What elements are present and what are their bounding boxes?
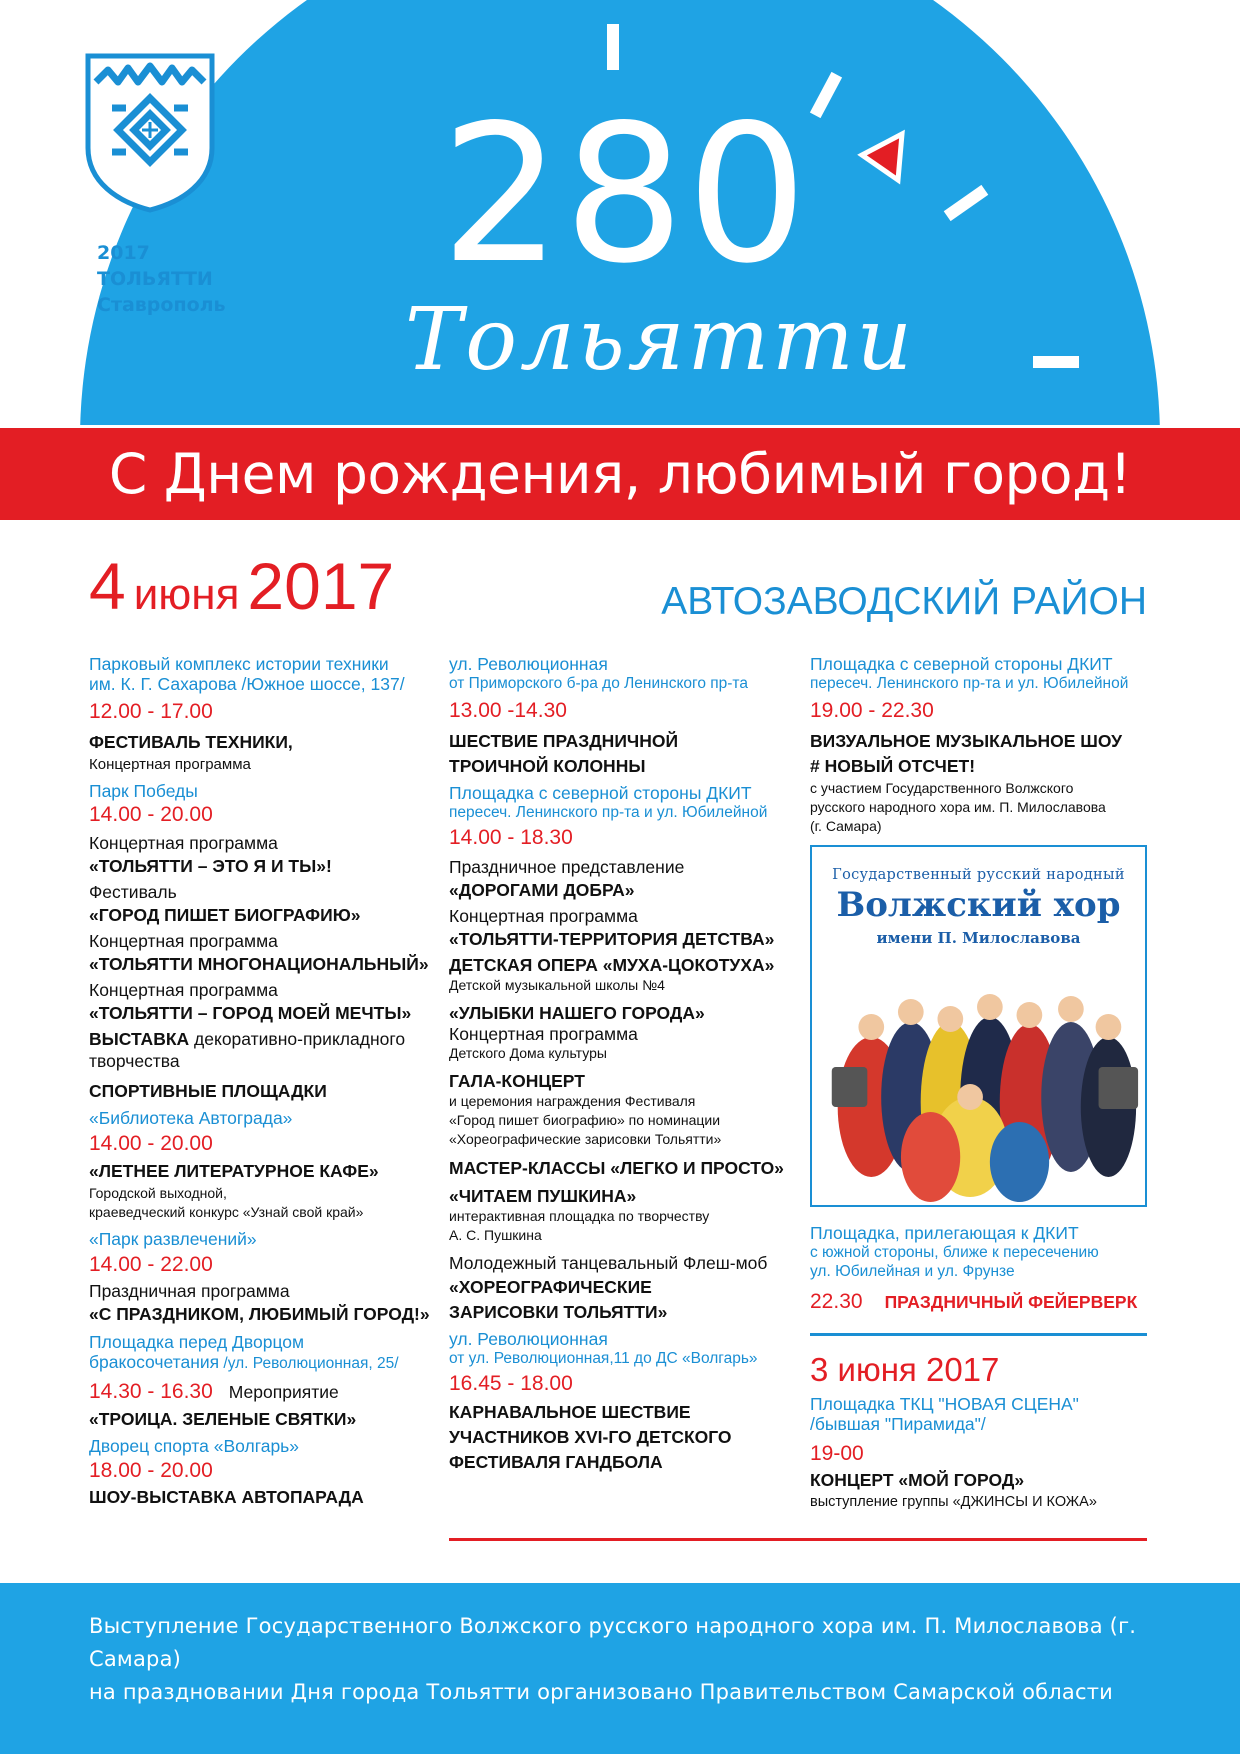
venue-name: Парковый комплекс истории техники [89,654,389,674]
event-desc: и церемония награждения Фестиваля [449,1093,696,1109]
event-desc: Детской музыкальной школы №4 [449,977,665,993]
anniversary-number: 280 [440,84,810,305]
event-desc: Городской выходной, [89,1185,227,1201]
event-time: 14.00 - 20.00 [89,803,213,826]
venue-name: Дворец спорта «Волгарь» [89,1435,300,1456]
event-time: 22.30 [810,1290,863,1313]
event-title: «ХОРЕОГРАФИЧЕСКИЕ [449,1277,652,1297]
event-title: ЗАРИСОВКИ ТОЛЬЯТТИ» [449,1302,668,1322]
schedule-second-day [810,1340,1150,1512]
event-label: Концертная программа [89,980,278,1000]
event-label: Концертная программа [449,906,638,926]
event-label: Концертная программа [89,931,278,951]
event-desc: «Хореографические зарисовки Тольятти» [449,1131,722,1147]
event-desc: русского народного хора им. П. Милославова [810,799,1106,815]
venue-address: от Приморского б-ра до Ленинского пр-та [449,675,748,692]
event-desc: (г. Самара) [810,818,882,834]
venue-address: бракосочетания /ул. Революционная, 25/ [89,1352,399,1372]
event-title: КОНЦЕРТ «МОЙ ГОРОД» [810,1470,1025,1490]
event-time: 14.00 - 18.30 [449,826,573,849]
venue-address: пересеч. Ленинского пр-та и ул. Юбилейной [810,675,1129,692]
choir-title-line3: имени П. Милославова [876,929,1081,947]
event-desc: декоративно-прикладного творчества [89,1029,406,1071]
event-title: «УЛЫБКИ НАШЕГО ГОРОДА» [449,1003,705,1023]
event-title: «ГОРОД ПИШЕТ БИОГРАФИЮ» [89,905,361,925]
fireworks-row [810,1289,1150,1314]
venue-address: ул. Юбилейная и ул. Фрунзе [810,1263,1015,1280]
event-time: 14.30 - 16.30 [89,1380,213,1404]
venue-address: пересеч. Ленинского пр-та и ул. Юбилейной [449,804,768,821]
event-label: Концертная программа [449,1024,638,1044]
event-title: «ТОЛЬЯТТИ – ЭТО Я И ТЫ»! [89,856,332,876]
event-desc: с участием Государственного Волжского [810,780,1074,796]
event-title: ДЕТСКАЯ ОПЕРА «МУХА-ЦОКОТУХА» [449,955,775,975]
venue-name: Парк Победы [89,781,198,801]
greeting-banner: С Днем рождения, любимый город! [0,428,1240,520]
event-label: Праздничное представление [449,857,685,877]
venue-name: Площадка с северной стороны ДКИТ [449,783,752,803]
event-label: Фестиваль [89,882,177,902]
schedule-column-2 [449,654,799,1475]
event-label: Молодежный танцевальный Флеш-моб [449,1253,768,1273]
event-time: 16.45 - 18.00 [449,1372,573,1395]
venue-address: от ул. Революционная,11 до ДС «Волгарь» [449,1350,758,1367]
event-title: «ЧИТАЕМ ПУШКИНА» [449,1186,637,1206]
event-time: 13.00 -14.30 [449,699,567,722]
event-desc: Концертная программа [89,756,251,773]
event-title: «ЛЕТНЕЕ ЛИТЕРАТУРНОЕ КАФЕ» [89,1161,379,1181]
footer-note [0,1583,1240,1754]
event-desc: Детского Дома культуры [449,1045,607,1061]
event-desc: А. С. Пушкина [449,1227,542,1243]
event-title: УЧАСТНИКОВ XVI-ГО ДЕТСКОГО [449,1427,732,1447]
footer-line-2: на праздновании Дня города Тольятти организовано Правительством Самарской области [89,1680,1114,1704]
event-exhibition [89,1028,439,1072]
venue-address: с южной стороны, ближе к пересечению [810,1244,1099,1261]
header [0,0,1240,425]
event-desc: интерактивная площадка по творчеству [449,1208,710,1224]
event-title: # НОВЫЙ ОТСЧЕТ! [810,756,976,776]
choir-title-line1: Государственный русский народный [832,867,1125,883]
footer-line-1: Выступление Государственного Волжского русского народного хора им. П. Милославова (г. Самара) [89,1614,1137,1671]
schedule-column-1 [89,654,439,1510]
venue-name: ул. Революционная [449,1329,608,1349]
main-date-day: 4 [89,549,126,623]
event-title: СПОРТИВНЫЕ ПЛОЩАДКИ [89,1081,327,1101]
venue-address: /бывшая "Пирамида"/ [810,1414,986,1434]
event-desc: выступление группы «ДЖИНСЫ И КОЖА» [810,1494,1097,1510]
venue-name: Площадка, прилегающая к ДКИТ [810,1223,1079,1243]
event-time: 19.00 - 22.30 [810,699,934,722]
event-title: ШОУ-ВЫСТАВКА АВТОПАРАДА [89,1486,364,1507]
venue-name: Площадка с северной стороны ДКИТ [810,654,1113,674]
logo-year: 2017 [97,242,150,264]
second-date: 3 июня 2017 [810,1351,1000,1388]
main-date [89,548,394,624]
event-title: «ТОЛЬЯТТИ МНОГОНАЦИОНАЛЬНЫЙ» [89,954,429,974]
divider-blue [810,1333,1147,1336]
event-title: ВЫСТАВКА [89,1029,190,1049]
event-title: КАРНАВАЛЬНОЕ ШЕСТВИЕ [449,1402,691,1422]
event-desc: краеведческий конкурс «Узнай свой край» [89,1204,364,1220]
event-title: «С ПРАЗДНИКОМ, ЛЮБИМЫЙ ГОРОД!» [89,1304,430,1324]
venue-address: им. К. Г. Сахарова /Южное шоссе, 137/ [89,674,405,694]
schedule-column-3-lower [810,1223,1150,1314]
event-label: Мероприятие [228,1382,339,1403]
schedule-column-3 [810,654,1150,836]
event-desc: «Город пишет биографию» по номинации [449,1112,721,1128]
choir-group-photo [812,957,1145,1207]
event-title: ФЕСТИВАЛЯ ГАНДБОЛА [449,1452,663,1472]
event-time: 14.00 - 20.00 [89,1132,213,1155]
event-title: «ТОЛЬЯТТИ-ТЕРРИТОРИЯ ДЕТСТВА» [449,929,775,949]
event-title: ШЕСТВИЕ ПРАЗДНИЧНОЙ [449,731,679,751]
choir-title-line2: Волжский хор [836,885,1121,925]
event-title: «ДОРОГАМИ ДОБРА» [449,880,635,900]
event-label: Праздничная программа [89,1281,290,1301]
event-title: ФЕСТИВАЛЬ ТЕХНИКИ, [89,732,293,752]
venue-name: ул. Революционная [449,654,608,674]
event-title: ГАЛА-КОНЦЕРТ [449,1071,585,1091]
venue-name: Площадка ТКЦ "НОВАЯ СЦЕНА" [810,1394,1079,1414]
event-time: 18.00 - 20.00 [89,1458,213,1482]
district-title: АВТОЗАВОДСКИЙ РАЙОН [661,580,1147,623]
divider-red [449,1538,1147,1541]
event-time-row [89,1379,439,1404]
event-time: 19-00 [810,1442,864,1465]
event-title: ТРОИЧНОЙ КОЛОННЫ [449,756,646,776]
event-title: «ТОЛЬЯТТИ – ГОРОД МОЕЙ МЕЧТЫ» [89,1003,412,1023]
event-title: ПРАЗДНИЧНЫЙ ФЕЙЕРВЕРК [884,1292,1138,1312]
venue-name: «Парк развлечений» [89,1229,257,1249]
event-title: МАСТЕР-КЛАССЫ «ЛЕГКО И ПРОСТО» [449,1158,784,1178]
venue-name: «Библиотека Автограда» [89,1108,293,1128]
logo-city-old: Ставрополь [97,294,226,316]
main-date-year: 2017 [247,549,395,623]
logo-city: ТОЛЬЯТТИ [97,268,213,290]
event-title: «ТРОИЦА. ЗЕЛЕНЫЕ СВЯТКИ» [89,1408,357,1429]
choir-poster-image [810,845,1147,1207]
main-date-month: июня [133,570,240,619]
event-title: ВИЗУАЛЬНОЕ МУЗЫКАЛЬНОЕ ШОУ [810,731,1122,751]
tick-mark [607,24,619,70]
city-script-title: Тольятти [404,290,916,390]
venue-name: Площадка перед Дворцом [89,1332,305,1352]
event-label: Концертная программа [89,833,278,853]
event-time: 12.00 - 17.00 [89,700,213,723]
event-time: 14.00 - 22.00 [89,1253,213,1276]
